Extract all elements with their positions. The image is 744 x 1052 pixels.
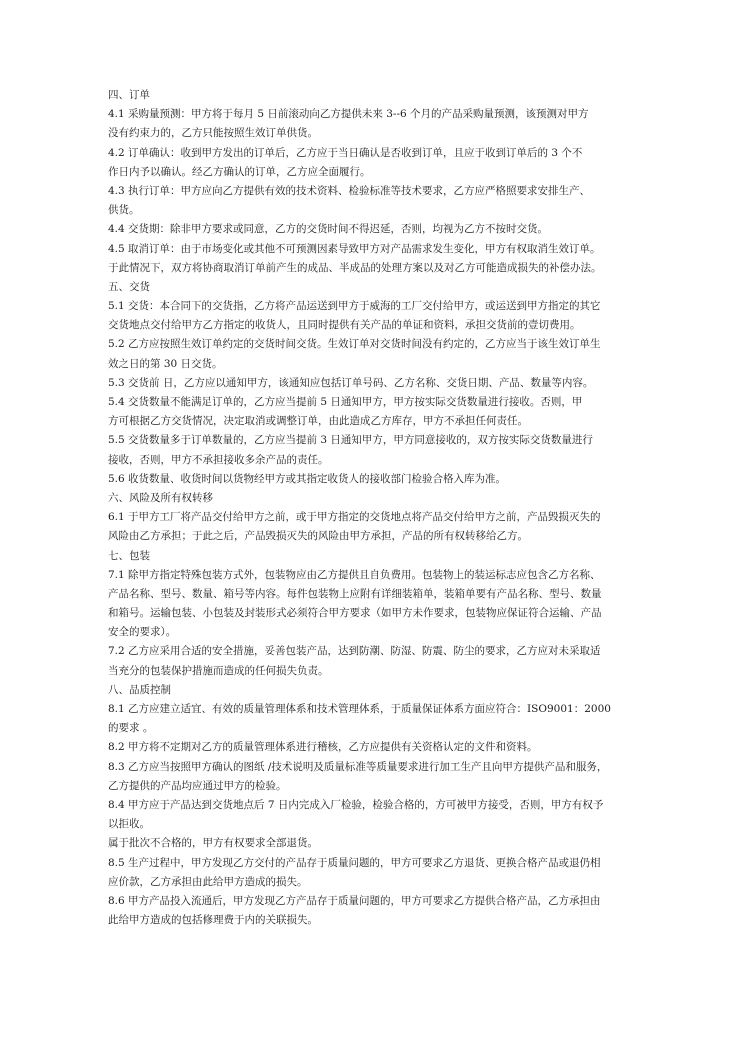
clause-line: 8.6 甲方产品投入流通后，甲方发现乙方产品存于质量问题的，甲方可要求乙方提供合格产品，乙方承担由 [108, 894, 601, 907]
clause-line: 没有约束力的，乙方只能按照生效订单供货。 [108, 127, 318, 140]
clause-paragraph [108, 144, 644, 182]
clause-paragraph [108, 738, 644, 757]
clause-paragraph [108, 105, 644, 143]
clause-line: 和箱号。运输包装、小包装及封装形式必须符合甲方要求（如甲方未作要求，包装物应保证符合运输、产品 [108, 607, 602, 620]
clause-line: 4.2 订单确认：收到甲方发出的订单后，乙方应于当日确认是否收到订单，且应于收到订单后的 3 个不 [108, 146, 583, 159]
clause-line: 乙方提供的产品均应通过甲方的检验。 [108, 779, 287, 792]
clause-line: 5.5 交货数量多于订单数量的，乙方应当提前 3 日通知甲方，甲方同意接收的，双方按实际交货数量进行 [108, 434, 593, 447]
clause-line: 5.3 交货前 日，乙方应以通知甲方，该通知应包括订单号码、乙方名称、交货日期、产品、数量等内容。 [108, 376, 594, 389]
clause-line: 效之日的第 30 日交货。 [108, 357, 223, 370]
section-heading: 四、订单 [108, 89, 150, 101]
clause-line: 5.6 收货数量、收货时间以货物经甲方或其指定收货人的接收部门检验合格入库为准。 [108, 472, 507, 485]
clause-paragraph [108, 335, 644, 373]
clause-line: 4.1 采购量预测：甲方将于每月 5 日前滚动向乙方提供未来 3--6 个月的产品采购量预测，该预测对甲方 [108, 108, 589, 121]
clause-paragraph [108, 297, 644, 335]
clause-line: 7.1 除甲方指定特殊包装方式外，包装物应由乙方提供且自负费用。包装物上的装运标志应包含乙方名称、 [108, 568, 601, 581]
clause-line: 风险由乙方承担；于此之后，产品毁损灭失的风险由甲方承担，产品的所有权转移给乙方。 [108, 530, 528, 543]
section-heading: 八、品质控制 [108, 683, 171, 696]
clause-line: 的要求 。 [108, 722, 154, 735]
clause-line: 以拒收。 [108, 818, 150, 831]
clause-line: 8.5 生产过程中，甲方发现乙方交付的产品存于质量问题的，甲方可要求乙方退货、更换合格产品或退仍相 [108, 856, 601, 869]
clause-line: 5.1 交货：本合同下的交货指，乙方将产品运送到甲方于威海的工厂交付给甲方，或运送到甲方指定的其它 [108, 300, 601, 313]
clause-line: 方可根据乙方交货情况，决定取消或调整订单，由此造成乙方库存，甲方不承担任何责任。 [108, 415, 528, 428]
clause-line: 8.4 甲方应于产品达到交货地点后 7 日内完成入厂检验，检验合格的，方可被甲方接受，否则，甲方有权予 [108, 798, 604, 811]
clause-line: 5.4 交货数量不能满足订单的，乙方应当提前 5 日通知甲方，甲方按实际交货数量进行接收。否则，甲 [108, 396, 583, 408]
clause-paragraph [108, 758, 644, 796]
clause-line: 供货。 [108, 204, 140, 217]
clause-line: 8.1 乙方应建立适宜、有效的质量管理体系和技术管理体系，于质量保证体系方面应符合：ISO9001：2000 [108, 703, 611, 715]
clause-paragraph [108, 220, 644, 239]
clause-paragraph [108, 240, 644, 278]
clause-paragraph [108, 431, 644, 469]
section-heading: 五、交货 [108, 280, 150, 293]
clause-paragraph [108, 182, 644, 220]
clause-line: 7.2 乙方应采用合适的安全措施，妥善包装产品，达到防潮、防湿、防震、防尘的要求，乙方应对未采取适 [108, 645, 601, 658]
clause-paragraph [108, 796, 644, 834]
document-body [108, 86, 644, 930]
clause-paragraph [108, 642, 644, 680]
clause-line: 8.3 乙方应当按照甲方确认的图纸 /技术说明及质量标准等质量要求进行加工生产且向甲方提供产品和服务， [108, 760, 608, 773]
clause-line: 接收，否则，甲方不承担接收多余产品的责任。 [108, 453, 329, 466]
clause-line: 于此情况下，双方将协商取消订单前产生的成品、半成品的处理方案以及对乙方可能造成损失的补偿办法。 [108, 261, 602, 274]
clause-paragraph [108, 700, 644, 738]
clause-paragraph [108, 892, 644, 930]
clause-paragraph [108, 374, 644, 393]
clause-paragraph [108, 566, 644, 643]
clause-line: 8.2 甲方将不定期对乙方的质量管理体系进行稽核，乙方应提供有关资格认定的文件和资料。 [108, 741, 538, 754]
clause-line: 6.1 于甲方工厂将产品交付给甲方之前，或于甲方指定的交货地点将产品交付给甲方之前，产品毁损灭失的 [108, 511, 601, 524]
clause-paragraph [108, 393, 644, 431]
clause-line: 作日内予以确认。经乙方确认的订单，乙方应全面履行。 [108, 165, 371, 178]
clause-line: 此给甲方造成的包括修理费于内的关联损失。 [108, 914, 318, 927]
clause-paragraph [108, 508, 644, 546]
clause-paragraph [108, 470, 644, 489]
clause-line: 4.4 交货期：除非甲方要求或同意，乙方的交货时间不得迟延，否则，均视为乙方不按时交货。 [108, 223, 549, 236]
clause-paragraph [108, 854, 644, 892]
clause-line: 当充分的包装保护措施而造成的任何损失负责。 [108, 664, 329, 677]
clause-line: 4.3 执行订单：甲方应向乙方提供有效的技术资料、检验标准等技术要求，乙方应严格照要求安排生产、 [108, 184, 591, 197]
clause-line: 应价款，乙方承担由此给甲方造成的损失。 [108, 875, 308, 888]
clause-line: 4.5 取消订单：由于市场变化或其他不可预测因素导致甲方对产品需求发生变化，甲方有权取消生效订单。 [108, 242, 601, 255]
clause-line: 5.2 乙方应按照生效订单约定的交货时间交货。生效订单对交货时间没有约定的，乙方应当于该生效订单生 [108, 338, 601, 351]
clause-line: 交货地点交付给甲方乙方指定的收货人，且同时提供有关产品的单证和资料，承担交货前的壹切费用。 [108, 319, 581, 332]
clause-paragraph [108, 834, 644, 853]
clause-line: 安全的要求）。 [108, 626, 177, 639]
clause-line: 产品名称、型号、数量、箱号等内容。每件包装物上应附有详细装箱单，装箱单要有产品名称、型号、数量 [108, 587, 602, 600]
clause-line: 属于批次不合格的，甲方有权要求全部退货。 [108, 837, 318, 850]
section-heading: 六、风险及所有权转移 [108, 491, 213, 504]
section-heading: 七、包装 [108, 549, 150, 562]
